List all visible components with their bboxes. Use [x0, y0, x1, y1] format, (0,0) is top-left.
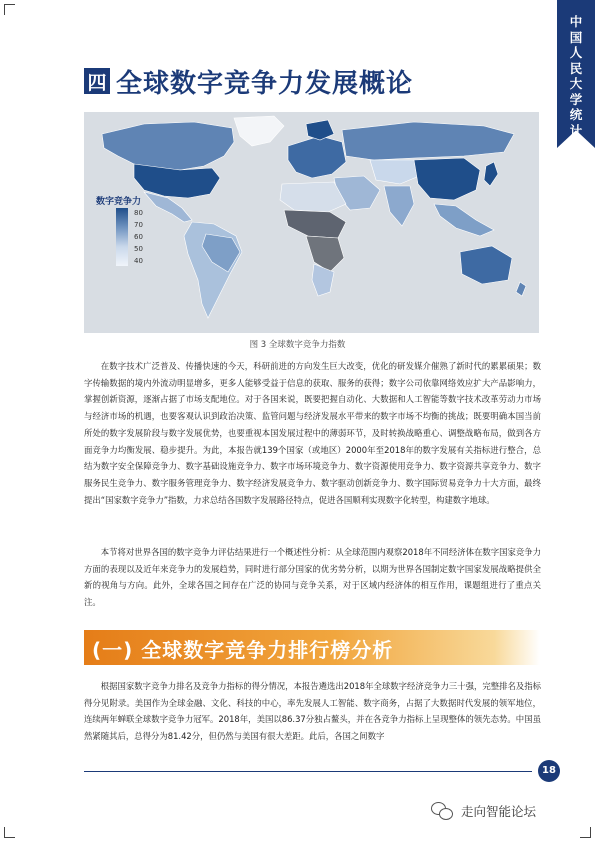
body-paragraph: 在数字技术广泛普及、传播快速的今天，科研前进的方向发生巨大改变，优化的研发媒介催熟了新时代的累累硕果；数字传输数据的境内外流动明显增多，更多人能够受益于信息的获取、服务的获得；数字公司依靠网络效应扩大产品影响力，掌握创新资源，逐渐占据了市场支配地位。对于各国来说，既要把握自动化、大数据和人工智能等数字技术改革劳动力市场与经济市场的机遇，也要客观认识到政治决策、监管问题与经济发展水平带来的数字市场不均衡的挑战；既要明确本国当前所处的数字发展阶段与数字发展优势，也要重视本国发展过程中的薄弱环节，及时转换战略重心、调整战略布局，做到各方面竞争力均衡发展、稳步提升。为此，本报告就139个国家（或地区）2000年至2018年的数字发展有关指标进行整合，总结为数字安全保障竞争力、数字基础设施竞争力、数字市场环境竞争力、数字资源使用竞争力、数字资源共享竞争力、数字服务民生竞争力、数字服务管理竞争力、数字经济发展竞争力、数字驱动创新竞争力、数字国际贸易竞争力十大方面，最终提出“国家数字竞争力”指数，力求总结各国数字发展路径特点，促进各国顺利实现数字化转型，构建数字地球。	[84, 361, 541, 505]
crop-mark-bottom-right	[580, 827, 591, 838]
subsection-title: (一) 全球数字竞争力排行榜分析	[92, 638, 394, 662]
chapter-title-text: 全球数字竞争力发展概论	[116, 68, 414, 99]
map-legend	[96, 194, 166, 265]
watermark	[431, 800, 536, 822]
world-map	[84, 112, 539, 333]
chapter-title	[84, 66, 414, 99]
body-paragraph: 根据国家数字竞争力排名及竞争力指标的得分情况，本报告遴选出2018年全球数字经济竞争力三十强，完整排名及指标得分见附录。美国作为全球金融、文化、科技的中心，率先发展人工智能、数字商务，占据了大数据时代发展的领军地位，连续两年蝉联全球数字竞争力冠军。2018年，美国以86.37分独占鳌头，并在各竞争力指标上呈现整体的领先态势。中国虽然紧随其后，总得分为81.42分，但仍然与美国有很大差距。此后，各国之间数字	[84, 681, 541, 742]
legend-tick: 60	[134, 233, 143, 241]
page-number: 18	[538, 760, 560, 782]
figure-caption: 图 3 全球数字竞争力指数	[249, 340, 346, 350]
watermark-text: 走向智能论坛	[461, 804, 537, 819]
legend-title: 数字竞争力	[96, 197, 142, 207]
subsection-header	[84, 630, 540, 665]
legend-color-bar	[116, 208, 128, 266]
crop-mark-top-left	[4, 4, 15, 15]
side-tab-label: 中国人民大学统计学院	[569, 14, 583, 169]
wechat-icon	[431, 802, 453, 820]
legend-tick: 80	[134, 209, 143, 217]
legend-tick: 40	[134, 257, 143, 265]
legend-tick: 50	[134, 245, 143, 253]
legend-tick: 70	[134, 221, 143, 229]
world-map-figure	[84, 112, 539, 333]
crop-mark-bottom-left	[4, 827, 15, 838]
chapter-number-badge: 四	[84, 68, 110, 94]
footer-rule	[84, 771, 532, 772]
body-paragraph: 本节将对世界各国的数字竞争力评估结果进行一个概述性分析：从全球范围内观察2018年不同经济体在数字国家竞争力方面的表现以及近年来竞争力的发展趋势，同时进行部分国家的优劣势分析，以期为世界各国制定数字国家发展战略提供全新的视角与方向。此外，全球各国之间存在广泛的协同与竞争关系，对于区域内经济体的相互作用，课题组进行了重点关注。	[84, 547, 541, 608]
